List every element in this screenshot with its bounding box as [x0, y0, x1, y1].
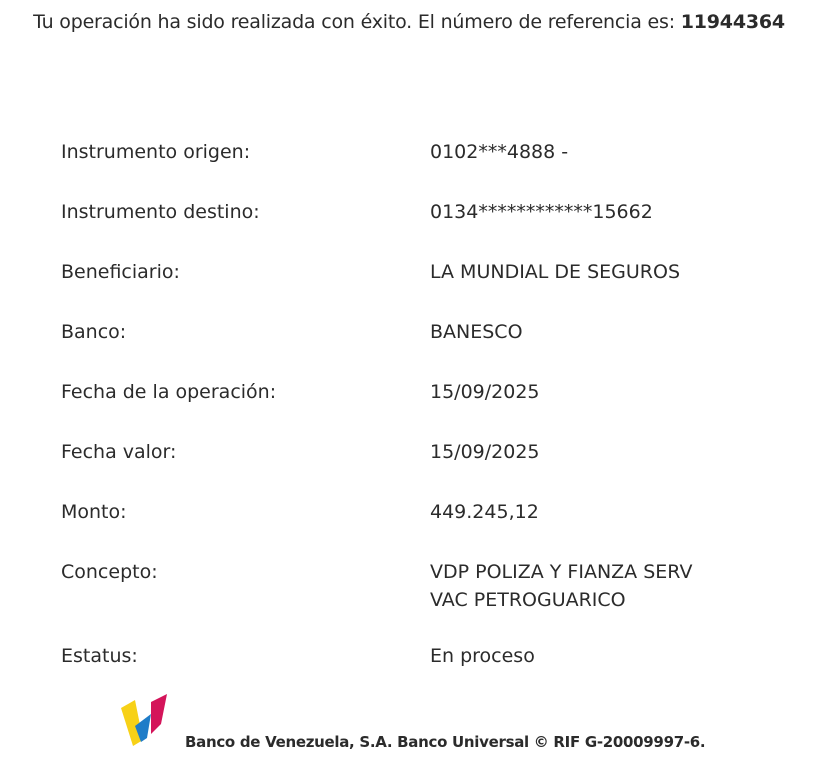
detail-row-fecha-operacion [61, 380, 761, 406]
detail-label: Concepto: [61, 561, 158, 583]
detail-value: En proceso [430, 645, 535, 667]
banco-de-venezuela-logo-icon [121, 694, 169, 746]
reference-number: 11944364 [680, 11, 785, 33]
detail-value: VDP POLIZA Y FIANZA SERV VAC PETROGUARICO [430, 561, 693, 611]
detail-row-estatus [61, 644, 761, 670]
detail-value: 15/09/2025 [430, 381, 540, 403]
success-message-text: Tu operación ha sido realizada con éxito. El número de referencia es: [33, 11, 681, 33]
success-message [0, 10, 818, 34]
detail-row-concepto [61, 560, 761, 614]
operation-details [61, 140, 761, 704]
detail-label: Estatus: [61, 645, 138, 667]
detail-label: Monto: [61, 501, 127, 523]
detail-value: LA MUNDIAL DE SEGUROS [430, 261, 681, 283]
detail-row-beneficiario [61, 260, 761, 286]
detail-label: Instrumento destino: [61, 201, 260, 223]
detail-row-monto [61, 500, 761, 526]
detail-row-instrumento-origen [61, 140, 761, 166]
detail-value: 0102***4888 - [430, 141, 569, 163]
detail-value: 0134************15662 [430, 201, 653, 223]
detail-value: 449.245,12 [430, 501, 539, 523]
detail-row-instrumento-destino [61, 200, 761, 226]
footer-legal-text: Banco de Venezuela, S.A. Banco Universal © RIF G-20009997-6. [185, 733, 706, 751]
detail-label: Fecha valor: [61, 441, 177, 463]
detail-row-fecha-valor [61, 440, 761, 466]
detail-value: BANESCO [430, 321, 523, 343]
detail-value: 15/09/2025 [430, 441, 540, 463]
detail-row-banco [61, 320, 761, 346]
detail-label: Banco: [61, 321, 127, 343]
logo-magenta-shape [151, 694, 167, 734]
detail-label: Instrumento origen: [61, 141, 251, 163]
detail-label: Fecha de la operación: [61, 381, 277, 403]
detail-label: Beneficiario: [61, 261, 180, 283]
